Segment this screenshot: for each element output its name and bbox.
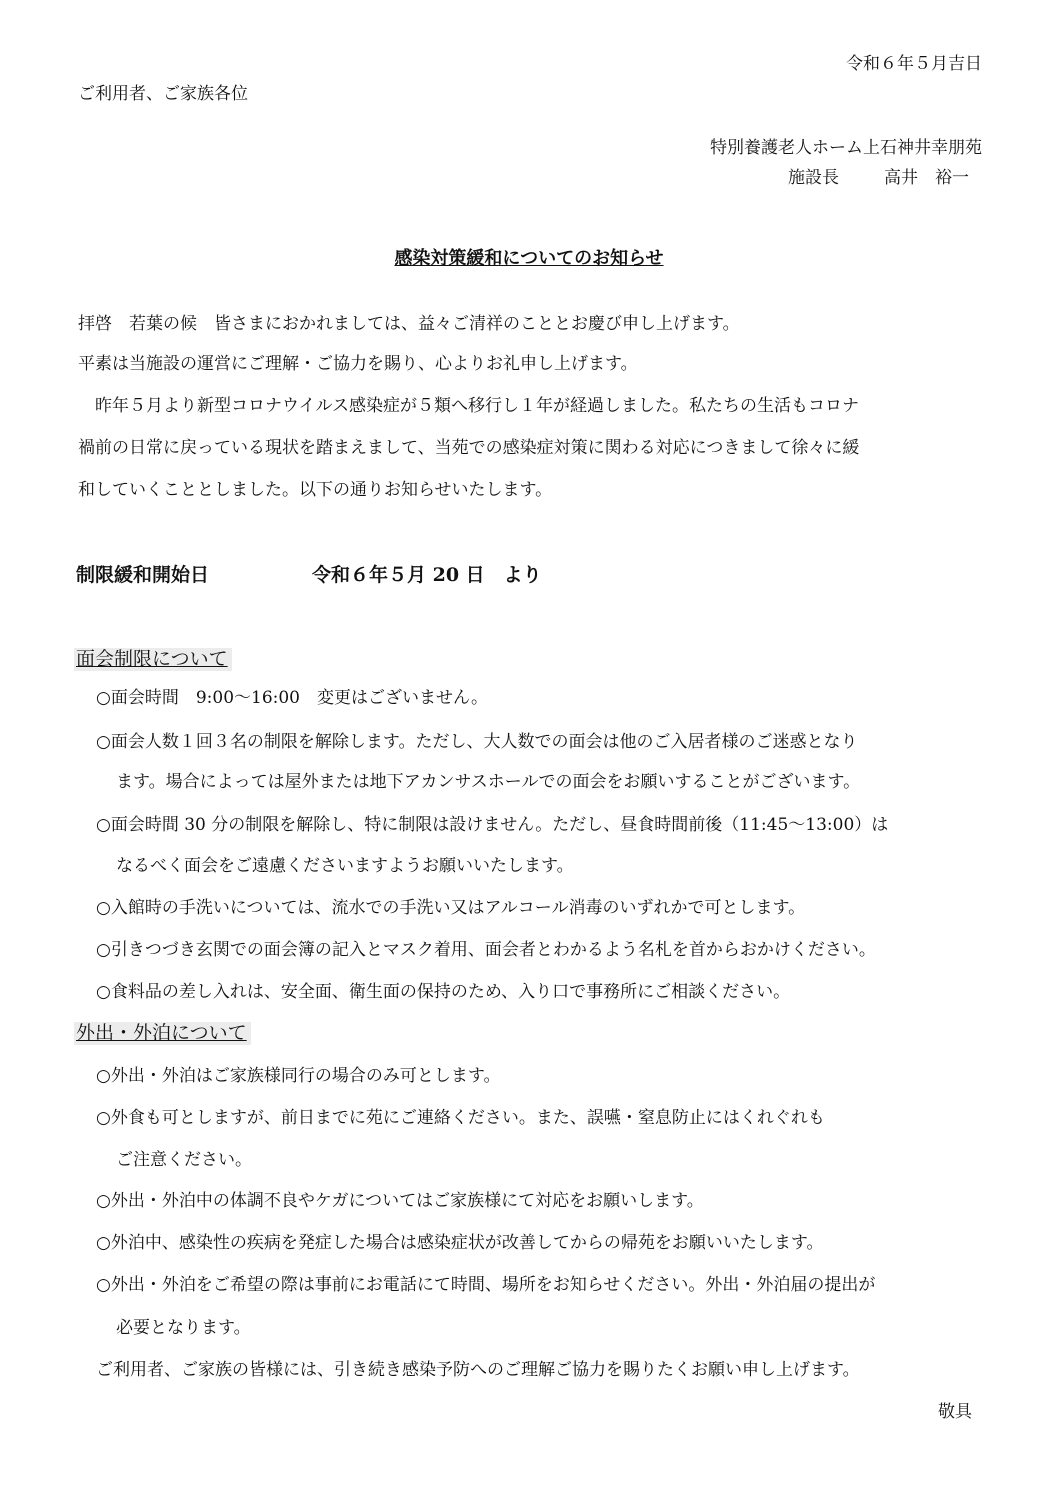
list-item: ○引きつづき玄関での面会簿の記入とマスク着用、面会者とわかるよう名札を首からおかけください。 <box>96 940 876 960</box>
list-item: ○外出・外泊はご家族様同行の場合のみ可とします。 <box>96 1066 501 1086</box>
intro-line: 拝啓 若葉の候 皆さまにおかれましては、益々ご清祥のこととお慶び申し上げます。 <box>78 314 740 334</box>
signoff: 敬具 <box>938 1402 972 1422</box>
document-title: 感染対策緩和についてのお知らせ <box>394 248 664 269</box>
section-heading-outings: 外出・外泊について <box>74 1022 251 1045</box>
list-item: ○外泊中、感染性の疾病を発症した場合は感染症状が改善してからの帰苑をお願いいたします。 <box>96 1233 824 1253</box>
list-item: ○外食も可としますが、前日までに苑にご連絡ください。また、誤嚥・窒息防止にはくれぐれも <box>96 1108 825 1128</box>
list-item: ○外出・外泊をご希望の際は事前にお電話にて時間、場所をお知らせください。外出・外泊届の提出が <box>96 1275 876 1295</box>
start-date-label: 制限緩和開始日 <box>76 564 210 586</box>
sender-name: 高井 裕一 <box>884 168 969 188</box>
list-item: ○入館時の手洗いについては、流水での手洗い又はアルコール消毒のいずれかで可とします。 <box>96 898 806 918</box>
document-date: 令和６年５月吉日 <box>846 54 982 74</box>
facility-name: 特別養護老人ホーム上石神井幸朋苑 <box>710 138 982 158</box>
list-item-continuation: ご注意ください。 <box>116 1150 252 1170</box>
intro-line: 和していくこととしました。以下の通りお知らせいたします。 <box>78 480 553 500</box>
list-item-continuation: 必要となります。 <box>116 1318 251 1338</box>
start-date-value: 令和６年５月 20 日 より <box>312 564 542 586</box>
list-item: ○面会時間 9:00～16:00 変更はございません。 <box>96 688 489 708</box>
list-item-continuation: なるべく面会をご遠慮くださいますようお願いいたします。 <box>116 856 574 876</box>
list-item: ○面会人数１回３名の制限を解除します。ただし、大人数での面会は他のご入居者様のご迷惑となり <box>96 732 858 752</box>
closing-text: ご利用者、ご家族の皆様には、引き続き感染予防へのご理解ご協力を賜りたくお願い申し上げます。 <box>96 1360 860 1380</box>
section-heading-visits: 面会制限について <box>74 648 232 671</box>
list-item: ○面会時間 30 分の制限を解除し、特に制限は設けません。ただし、昼食時間前後（11:45～13:00）は <box>96 815 889 835</box>
list-item: ○外出・外泊中の体調不良やケガについてはご家族様にて対応をお願いします。 <box>96 1191 704 1211</box>
intro-line: 平素は当施設の運営にご理解・ご協力を賜り、心よりお礼申し上げます。 <box>78 354 638 374</box>
list-item-continuation: ます。場合によっては屋外または地下アカンサスホールでの面会をお願いすることがございます。 <box>116 772 861 792</box>
intro-line: 昨年５月より新型コロナウイルス感染症が５類へ移行し１年が経過しました。私たちの生活もコロナ <box>78 396 859 416</box>
intro-line: 禍前の日常に戻っている現状を踏まえまして、当苑での感染症対策に関わる対応につきまして徐々に緩 <box>78 438 860 458</box>
addressee: ご利用者、ご家族各位 <box>78 84 248 104</box>
list-item: ○食料品の差し入れは、安全面、衛生面の保持のため、入り口で事務所にご相談ください。 <box>96 982 791 1002</box>
sender-title: 施設長 <box>788 168 839 188</box>
